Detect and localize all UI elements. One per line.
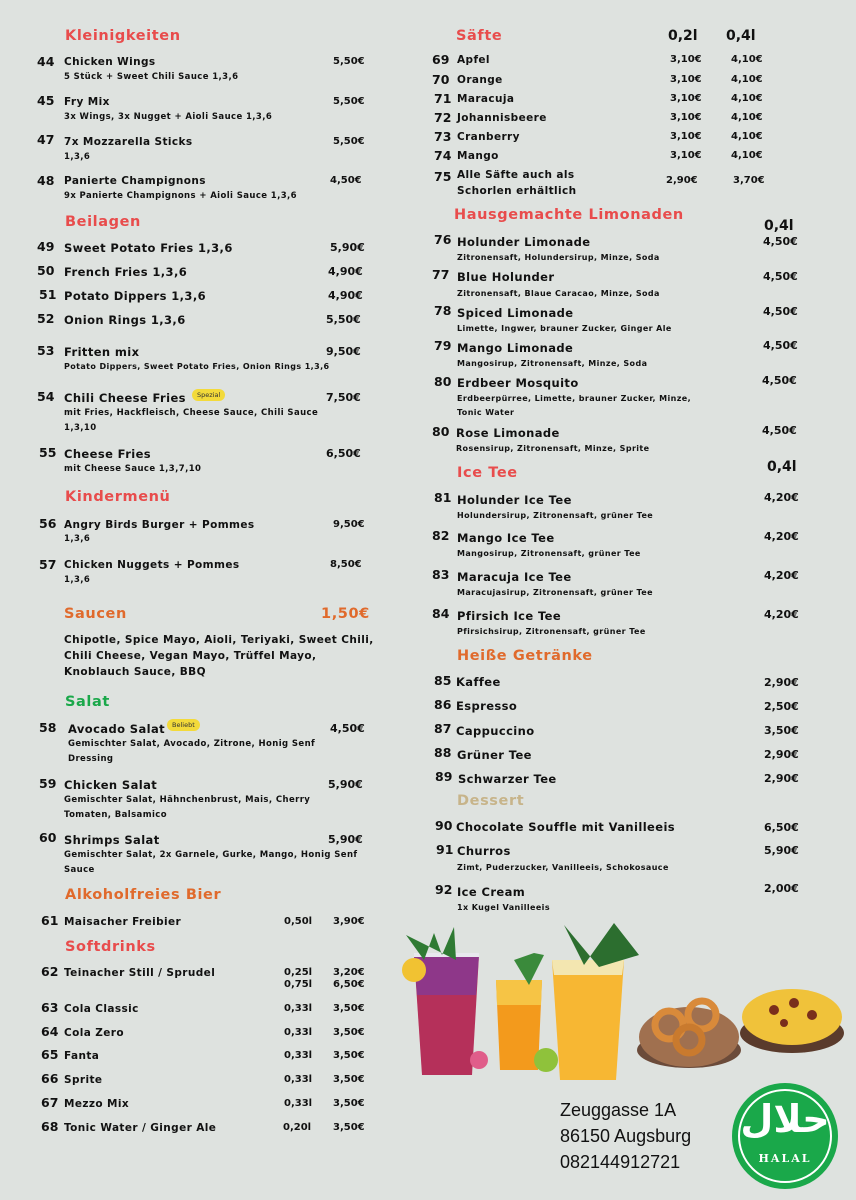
item-name: Maracuja: [457, 93, 515, 105]
orange-drink-glass: [496, 953, 558, 1072]
item-desc: 1,3,10: [64, 423, 97, 433]
section-title: Softdrinks: [65, 939, 156, 955]
item-price: 4,20€: [764, 608, 799, 621]
item-price: 2,90€: [764, 772, 799, 785]
item-desc: Tomaten, Balsamico: [64, 810, 167, 820]
item-number: 89: [435, 769, 453, 784]
item-name: Erdbeer Mosquito: [457, 376, 579, 390]
item-name: Chicken Salat: [64, 778, 158, 792]
item-number: 68: [41, 1119, 59, 1134]
item-number: 64: [41, 1024, 59, 1039]
size-header: 0,4l: [767, 459, 797, 475]
item-desc: Pfirsichsirup, Zitronensaft, grüner Tee: [457, 627, 646, 636]
item-number: 75: [434, 169, 452, 184]
item-number: 67: [41, 1095, 59, 1110]
item-price: 4,50€: [762, 374, 797, 387]
item-desc: 1,3,6: [64, 534, 91, 544]
item-number: 53: [37, 343, 55, 358]
item-name: Cappuccino: [456, 724, 535, 738]
section-title: Salat: [65, 694, 110, 710]
item-number: 48: [37, 173, 55, 188]
item-name: Fry Mix: [64, 96, 110, 108]
item-price: 6,50€: [764, 821, 799, 834]
item-name: Shrimps Salat: [64, 833, 160, 847]
item-desc: Potato Dippers, Sweet Potato Fries, Onion Rings 1,3,6: [64, 362, 330, 371]
item-price: 3,50€: [333, 1122, 365, 1133]
item-name: Alle Säfte auch als: [457, 169, 575, 181]
item-price: 4,10€: [731, 131, 763, 142]
item-number: 80: [432, 424, 450, 439]
saucen-list: Knoblauch Sauce, BBQ: [64, 666, 206, 678]
item-number: 56: [39, 516, 57, 531]
beliebt-badge: Beliebt: [167, 719, 200, 731]
item-desc: Gemischter Salat, Hähnchenbrust, Mais, Cherry: [64, 795, 311, 805]
item-name: Johannisbeere: [457, 112, 547, 124]
item-name: Potato Dippers 1,3,6: [64, 289, 207, 303]
item-desc: Dressing: [68, 754, 114, 764]
item-number: 80: [434, 374, 452, 389]
item-name: Angry Birds Burger + Pommes: [64, 519, 255, 531]
item-name: Cola Zero: [64, 1027, 124, 1039]
section-title: Saucen: [64, 606, 127, 622]
item-name: Fritten mix: [64, 345, 140, 359]
item-name: Mango Limonade: [457, 341, 574, 355]
item-name: Cranberry: [457, 131, 520, 143]
item-price: 2,00€: [764, 882, 799, 895]
item-name: Rose Limonade: [456, 426, 560, 440]
item-number: 90: [435, 818, 453, 833]
item-price: 5,90€: [328, 778, 363, 791]
item-number: 60: [39, 830, 57, 845]
item-number: 55: [39, 445, 57, 460]
item-number: 69: [432, 52, 450, 67]
item-number: 66: [41, 1071, 59, 1086]
chili-cheese-fries-bowl: [740, 989, 844, 1053]
item-number: 54: [37, 389, 55, 404]
item-name: Onion Rings 1,3,6: [64, 313, 186, 327]
item-price: 3,50€: [333, 1050, 365, 1061]
item-desc: Maracujasirup, Zitronensaft, grüner Tee: [457, 588, 653, 597]
item-desc: Zitronensaft, Blaue Caracao, Minze, Soda: [457, 289, 660, 298]
item-name: Spiced Limonade: [457, 306, 574, 320]
item-number: 71: [434, 91, 452, 106]
item-price: 3,50€: [333, 1003, 365, 1014]
size-header: 0,2l: [668, 28, 698, 44]
item-price: 4,50€: [763, 270, 798, 283]
item-number: 50: [37, 263, 55, 278]
item-name: French Fries 1,3,6: [64, 265, 188, 279]
item-price: 6,50€: [333, 979, 365, 990]
item-desc: Zitronensaft, Holundersirup, Minze, Soda: [457, 253, 660, 262]
item-number: 58: [39, 720, 57, 735]
item-name: Ice Cream: [457, 885, 526, 899]
item-name: Cola Classic: [64, 1003, 139, 1015]
item-name: Espresso: [456, 699, 518, 713]
address-city: 86150 Augsburg: [560, 1126, 692, 1146]
item-number: 59: [39, 776, 57, 791]
item-number: 73: [434, 129, 452, 144]
item-price: 5,90€: [328, 833, 363, 846]
item-desc: Limette, Ingwer, brauner Zucker, Ginger Ale: [457, 324, 672, 333]
item-desc: 5 Stück + Sweet Chili Sauce 1,3,6: [64, 72, 239, 82]
item-price: 4,10€: [731, 150, 763, 161]
address-street: Zeuggasse 1A: [560, 1100, 677, 1120]
item-number: 45: [37, 93, 55, 108]
item-number: 81: [434, 490, 452, 505]
item-name: Chocolate Souffle mit Vanilleeis: [456, 820, 676, 834]
item-price: 4,10€: [731, 93, 763, 104]
item-number: 61: [41, 913, 59, 928]
item-name: Kaffee: [456, 675, 501, 689]
item-name: Orange: [457, 74, 503, 86]
berry-drink-glass: [402, 927, 488, 1075]
item-number: 85: [434, 673, 452, 688]
item-desc: Zimt, Puderzucker, Vanilleeis, Schokosauce: [457, 863, 669, 872]
section-title: Heiße Getränke: [457, 648, 593, 664]
item-price: 4,50€: [330, 722, 365, 735]
lemonade-glass: [552, 923, 639, 1080]
spezial-badge: Spezial: [192, 389, 225, 401]
item-number: 76: [434, 232, 452, 247]
item-desc: Mangosirup, Zitronensaft, Minze, Soda: [457, 359, 648, 368]
item-name: Sprite: [64, 1074, 103, 1086]
saucen-price: 1,50€: [321, 606, 370, 622]
item-name: Chicken Nuggets + Pommes: [64, 559, 240, 571]
item-price: 4,20€: [764, 491, 799, 504]
item-price: 4,10€: [731, 74, 763, 85]
item-price: 3,70€: [733, 175, 765, 186]
item-desc: 3x Wings, 3x Nugget + Aioli Sauce 1,3,6: [64, 112, 273, 122]
item-size: 0,33l: [284, 1003, 313, 1014]
item-name: Blue Holunder: [457, 270, 555, 284]
item-size: 0,25l: [284, 967, 313, 978]
item-price: 4,50€: [763, 305, 798, 318]
item-desc: Gemischter Salat, 2x Garnele, Gurke, Mango, Honig Senf: [64, 850, 358, 860]
item-number: 74: [434, 148, 452, 163]
item-price: 4,50€: [330, 175, 362, 186]
item-size: 0,20l: [283, 1122, 312, 1133]
item-desc: 1,3,6: [64, 152, 91, 162]
item-name: Apfel: [457, 54, 490, 66]
item-price: 2,90€: [666, 175, 698, 186]
item-number: 77: [432, 267, 450, 282]
item-number: 62: [41, 964, 59, 979]
item-price: 3,10€: [670, 131, 702, 142]
item-number: 44: [37, 54, 55, 69]
item-price: 4,50€: [763, 235, 798, 248]
item-price: 3,10€: [670, 112, 702, 123]
item-desc: Sauce: [64, 865, 95, 875]
size-header: 0,4l: [726, 28, 756, 44]
item-desc: Rosensirup, Zitronensaft, Minze, Sprite: [456, 444, 650, 453]
halal-arabic-text: حلال: [740, 1097, 830, 1141]
item-name: Schwarzer Tee: [458, 772, 557, 786]
item-price: 3,90€: [333, 916, 365, 927]
item-price: 5,90€: [764, 844, 799, 857]
item-price: 4,50€: [763, 339, 798, 352]
item-price: 5,50€: [333, 96, 365, 107]
item-number: 52: [37, 311, 55, 326]
section-title: Dessert: [457, 793, 525, 809]
item-price: 4,20€: [764, 569, 799, 582]
item-desc: mit Fries, Hackfleisch, Cheese Sauce, Chili Sauce: [64, 408, 319, 418]
item-size: 0,33l: [284, 1098, 313, 1109]
item-price: 3,50€: [333, 1098, 365, 1109]
item-name: Holunder Ice Tee: [457, 493, 572, 507]
item-desc: 1,3,6: [64, 575, 91, 585]
item-number: 78: [434, 303, 452, 318]
item-name: Avocado Salat: [68, 722, 166, 736]
onion-rings-bowl: [637, 1001, 741, 1068]
item-price: 6,50€: [326, 447, 361, 460]
item-name: Chicken Wings: [64, 56, 156, 68]
item-desc: 1x Kugel Vanilleeis: [457, 903, 550, 912]
item-price: 4,10€: [731, 112, 763, 123]
item-number: 57: [39, 557, 57, 572]
item-name: Holunder Limonade: [457, 235, 591, 249]
item-name: Chili Cheese Fries: [64, 391, 186, 405]
item-name: Fanta: [64, 1050, 100, 1062]
item-number: 70: [432, 72, 450, 87]
item-price: 7,50€: [326, 391, 361, 404]
item-name: 7x Mozzarella Sticks: [64, 136, 193, 148]
item-number: 84: [432, 606, 450, 621]
item-price: 4,90€: [328, 265, 363, 278]
item-price: 5,50€: [326, 313, 361, 326]
item-price: 3,50€: [333, 1074, 365, 1085]
item-desc: Gemischter Salat, Avocado, Zitrone, Honig Senf: [68, 739, 316, 749]
item-number: 72: [434, 110, 452, 125]
item-size: 0,75l: [284, 979, 313, 990]
item-name: Pfirsich Ice Tee: [457, 609, 562, 623]
item-number: 92: [435, 882, 453, 897]
item-name: Grüner Tee: [457, 748, 532, 762]
item-price: 8,50€: [330, 559, 362, 570]
item-price: 5,50€: [333, 56, 365, 67]
item-number: 86: [434, 697, 452, 712]
item-name: Mango: [457, 150, 499, 162]
halal-logo: [732, 1083, 838, 1189]
item-size: 0,50l: [284, 916, 313, 927]
item-number: 65: [41, 1047, 59, 1062]
phone-number: 082144912721: [560, 1152, 681, 1172]
item-price: 5,50€: [333, 136, 365, 147]
item-name: Churros: [457, 844, 511, 858]
item-price: 4,90€: [328, 289, 363, 302]
section-title: Alkoholfreies Bier: [65, 887, 222, 903]
halal-latin-text: HALAL: [758, 1152, 812, 1165]
item-name: Panierte Champignons: [64, 175, 206, 187]
item-price: 2,50€: [764, 700, 799, 713]
item-name: Tonic Water / Ginger Ale: [64, 1122, 217, 1134]
item-number: 88: [434, 745, 452, 760]
section-title: Hausgemachte Limonaden: [454, 207, 684, 223]
item-price: 3,20€: [333, 967, 365, 978]
item-price: 9,50€: [326, 345, 361, 358]
item-price: 5,90€: [330, 241, 365, 254]
item-name: Teinacher Still / Sprudel: [64, 967, 216, 979]
item-desc: Mangosirup, Zitronensaft, grüner Tee: [457, 549, 641, 558]
food-drinks-photo: [384, 915, 854, 1090]
item-name: Maracuja Ice Tee: [457, 570, 572, 584]
item-price: 9,50€: [333, 519, 365, 530]
item-name: Mezzo Mix: [64, 1098, 130, 1110]
saucen-list: Chili Cheese, Vegan Mayo, Trüffel Mayo,: [64, 650, 317, 662]
section-title: Säfte: [456, 28, 503, 44]
item-desc: 9x Panierte Champignons + Aioli Sauce 1,3,6: [64, 191, 297, 201]
item-size: 0,33l: [284, 1027, 313, 1038]
item-desc: Tonic Water: [457, 408, 515, 417]
saucen-list: Chipotle, Spice Mayo, Aioli, Teriyaki, Sweet Chili,: [64, 634, 374, 646]
item-size: 0,33l: [284, 1074, 313, 1085]
item-desc: Erdbeerpürree, Limette, brauner Zucker, Minze,: [457, 394, 692, 403]
item-number: 87: [434, 721, 452, 736]
item-number: 83: [432, 567, 450, 582]
item-size: 0,33l: [284, 1050, 313, 1061]
item-number: 47: [37, 132, 55, 147]
item-desc: Holundersirup, Zitronensaft, grüner Tee: [457, 511, 654, 520]
section-title: Beilagen: [65, 214, 141, 230]
item-price: 2,90€: [764, 748, 799, 761]
item-price: 3,50€: [333, 1027, 365, 1038]
item-number: 91: [436, 842, 454, 857]
item-price: 4,50€: [762, 424, 797, 437]
item-number: 51: [39, 287, 57, 302]
item-name: Mango Ice Tee: [457, 531, 555, 545]
item-name: Sweet Potato Fries 1,3,6: [64, 241, 233, 255]
item-number: 63: [41, 1000, 59, 1015]
item-name: Schorlen erhältlich: [457, 185, 577, 197]
item-price: 3,10€: [670, 54, 702, 65]
item-number: 82: [432, 528, 450, 543]
item-price: 3,50€: [764, 724, 799, 737]
item-price: 4,20€: [764, 530, 799, 543]
item-name: Maisacher Freibier: [64, 916, 182, 928]
size-header: 0,4l: [764, 218, 794, 234]
item-number: 79: [434, 338, 452, 353]
section-title: Ice Tee: [457, 465, 518, 481]
item-price: 3,10€: [670, 74, 702, 85]
item-price: 4,10€: [731, 54, 763, 65]
item-name: Cheese Fries: [64, 447, 152, 461]
section-title: Kleinigkeiten: [65, 28, 181, 44]
item-desc: mit Cheese Sauce 1,3,7,10: [64, 464, 202, 474]
item-price: 3,10€: [670, 150, 702, 161]
section-title: Kindermenü: [65, 489, 171, 505]
item-number: 49: [37, 239, 55, 254]
item-price: 2,90€: [764, 676, 799, 689]
item-price: 3,10€: [670, 93, 702, 104]
